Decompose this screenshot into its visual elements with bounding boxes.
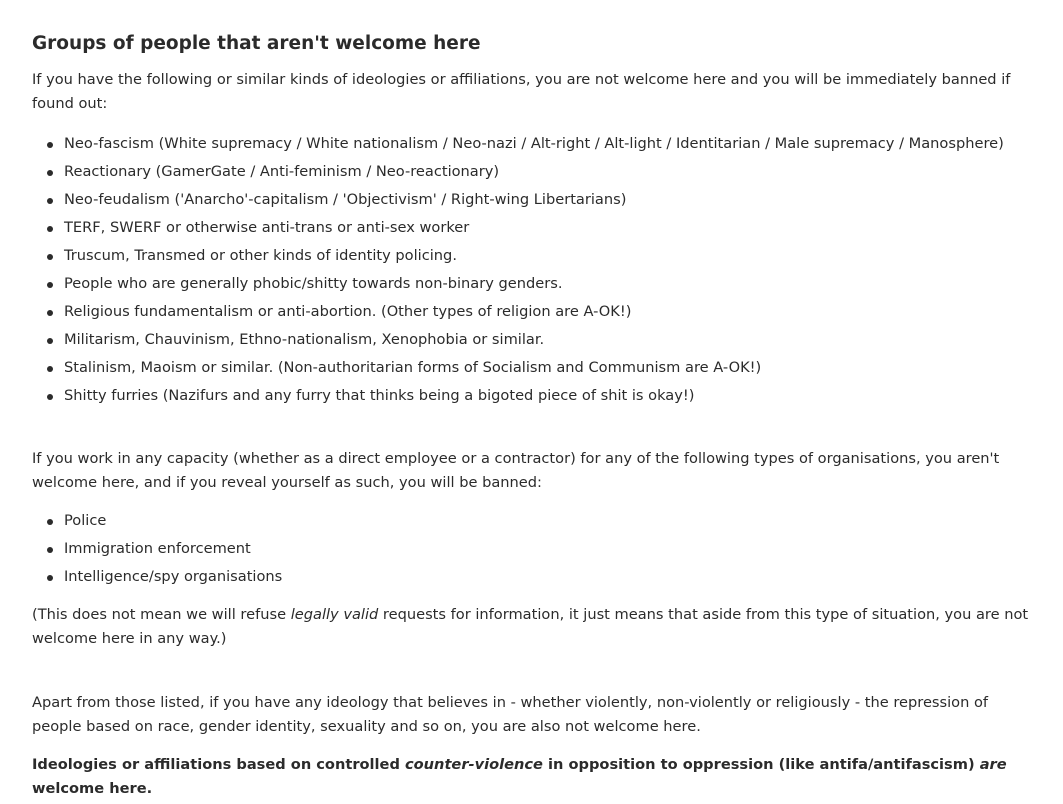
list-item: Militarism, Chauvinism, Ethno-nationalism, Xenophobia or similar.	[64, 326, 1031, 354]
list-item: Neo-feudalism ('Anarcho'-capitalism / 'Objectivism' / Right-wing Libertarians)	[64, 186, 1031, 214]
welcome-statement	[32, 753, 1031, 801]
organisations-list	[32, 507, 1031, 591]
welcome-part-3: welcome here.	[32, 780, 153, 797]
list-item: TERF, SWERF or otherwise anti-trans or anti-sex worker	[64, 214, 1031, 242]
welcome-part-1: Ideologies or affiliations based on controlled	[32, 756, 405, 773]
legal-note	[32, 603, 1031, 651]
list-item: Reactionary (GamerGate / Anti-feminism / Neo-reactionary)	[64, 158, 1031, 186]
welcome-emphasis-2: are	[979, 756, 1007, 773]
organisations-intro: If you work in any capacity (whether as a direct employee or a contractor) for any of the following types of organisations, you aren't welcome here, and if you reveal yourself as such, you will be banned:	[32, 450, 1000, 491]
legal-note-after: requests for information, it just means that aside from this type of situation, you are not welcome here in any way.)	[32, 606, 1029, 647]
list-item: Truscum, Transmed or other kinds of identity policing.	[64, 242, 1031, 270]
list-item: People who are generally phobic/shitty towards non-binary genders.	[64, 270, 1031, 298]
ideologies-intro: If you have the following or similar kinds of ideologies or affiliations, you are not welcome here and you will be immediately banned if found out:	[32, 71, 1011, 112]
list-item: Shitty furries (Nazifurs and any furry that thinks being a bigoted piece of shit is okay!)	[64, 382, 1031, 410]
list-item: Religious fundamentalism or anti-abortion. (Other types of religion are A-OK!)	[64, 298, 1031, 326]
legal-note-before: (This does not mean we will refuse	[32, 606, 291, 623]
ideologies-list	[32, 130, 1031, 410]
other-ideologies-note: Apart from those listed, if you have any ideology that believes in - whether violently, non-violently or religiously - the repression of people based on race, gender identity, sexuality and so on, you are also not welcome here.	[32, 694, 989, 735]
list-item: Stalinism, Maoism or similar. (Non-authoritarian forms of Socialism and Communism are A-OK!)	[64, 354, 1031, 382]
welcome-emphasis-1: counter-violence	[404, 756, 543, 773]
page-heading: Groups of people that aren't welcome here	[32, 33, 481, 54]
welcome-part-2: in opposition to oppression (like antifa/antifascism)	[542, 756, 980, 773]
legal-note-emphasis: legally valid	[290, 606, 379, 623]
list-item: Intelligence/spy organisations	[64, 563, 1031, 591]
list-item: Police	[64, 507, 1031, 535]
list-item: Immigration enforcement	[64, 535, 1031, 563]
list-item: Neo-fascism (White supremacy / White nationalism / Neo-nazi / Alt-right / Alt-light / Identitarian / Male supremacy / Manosphere)	[64, 130, 1031, 158]
